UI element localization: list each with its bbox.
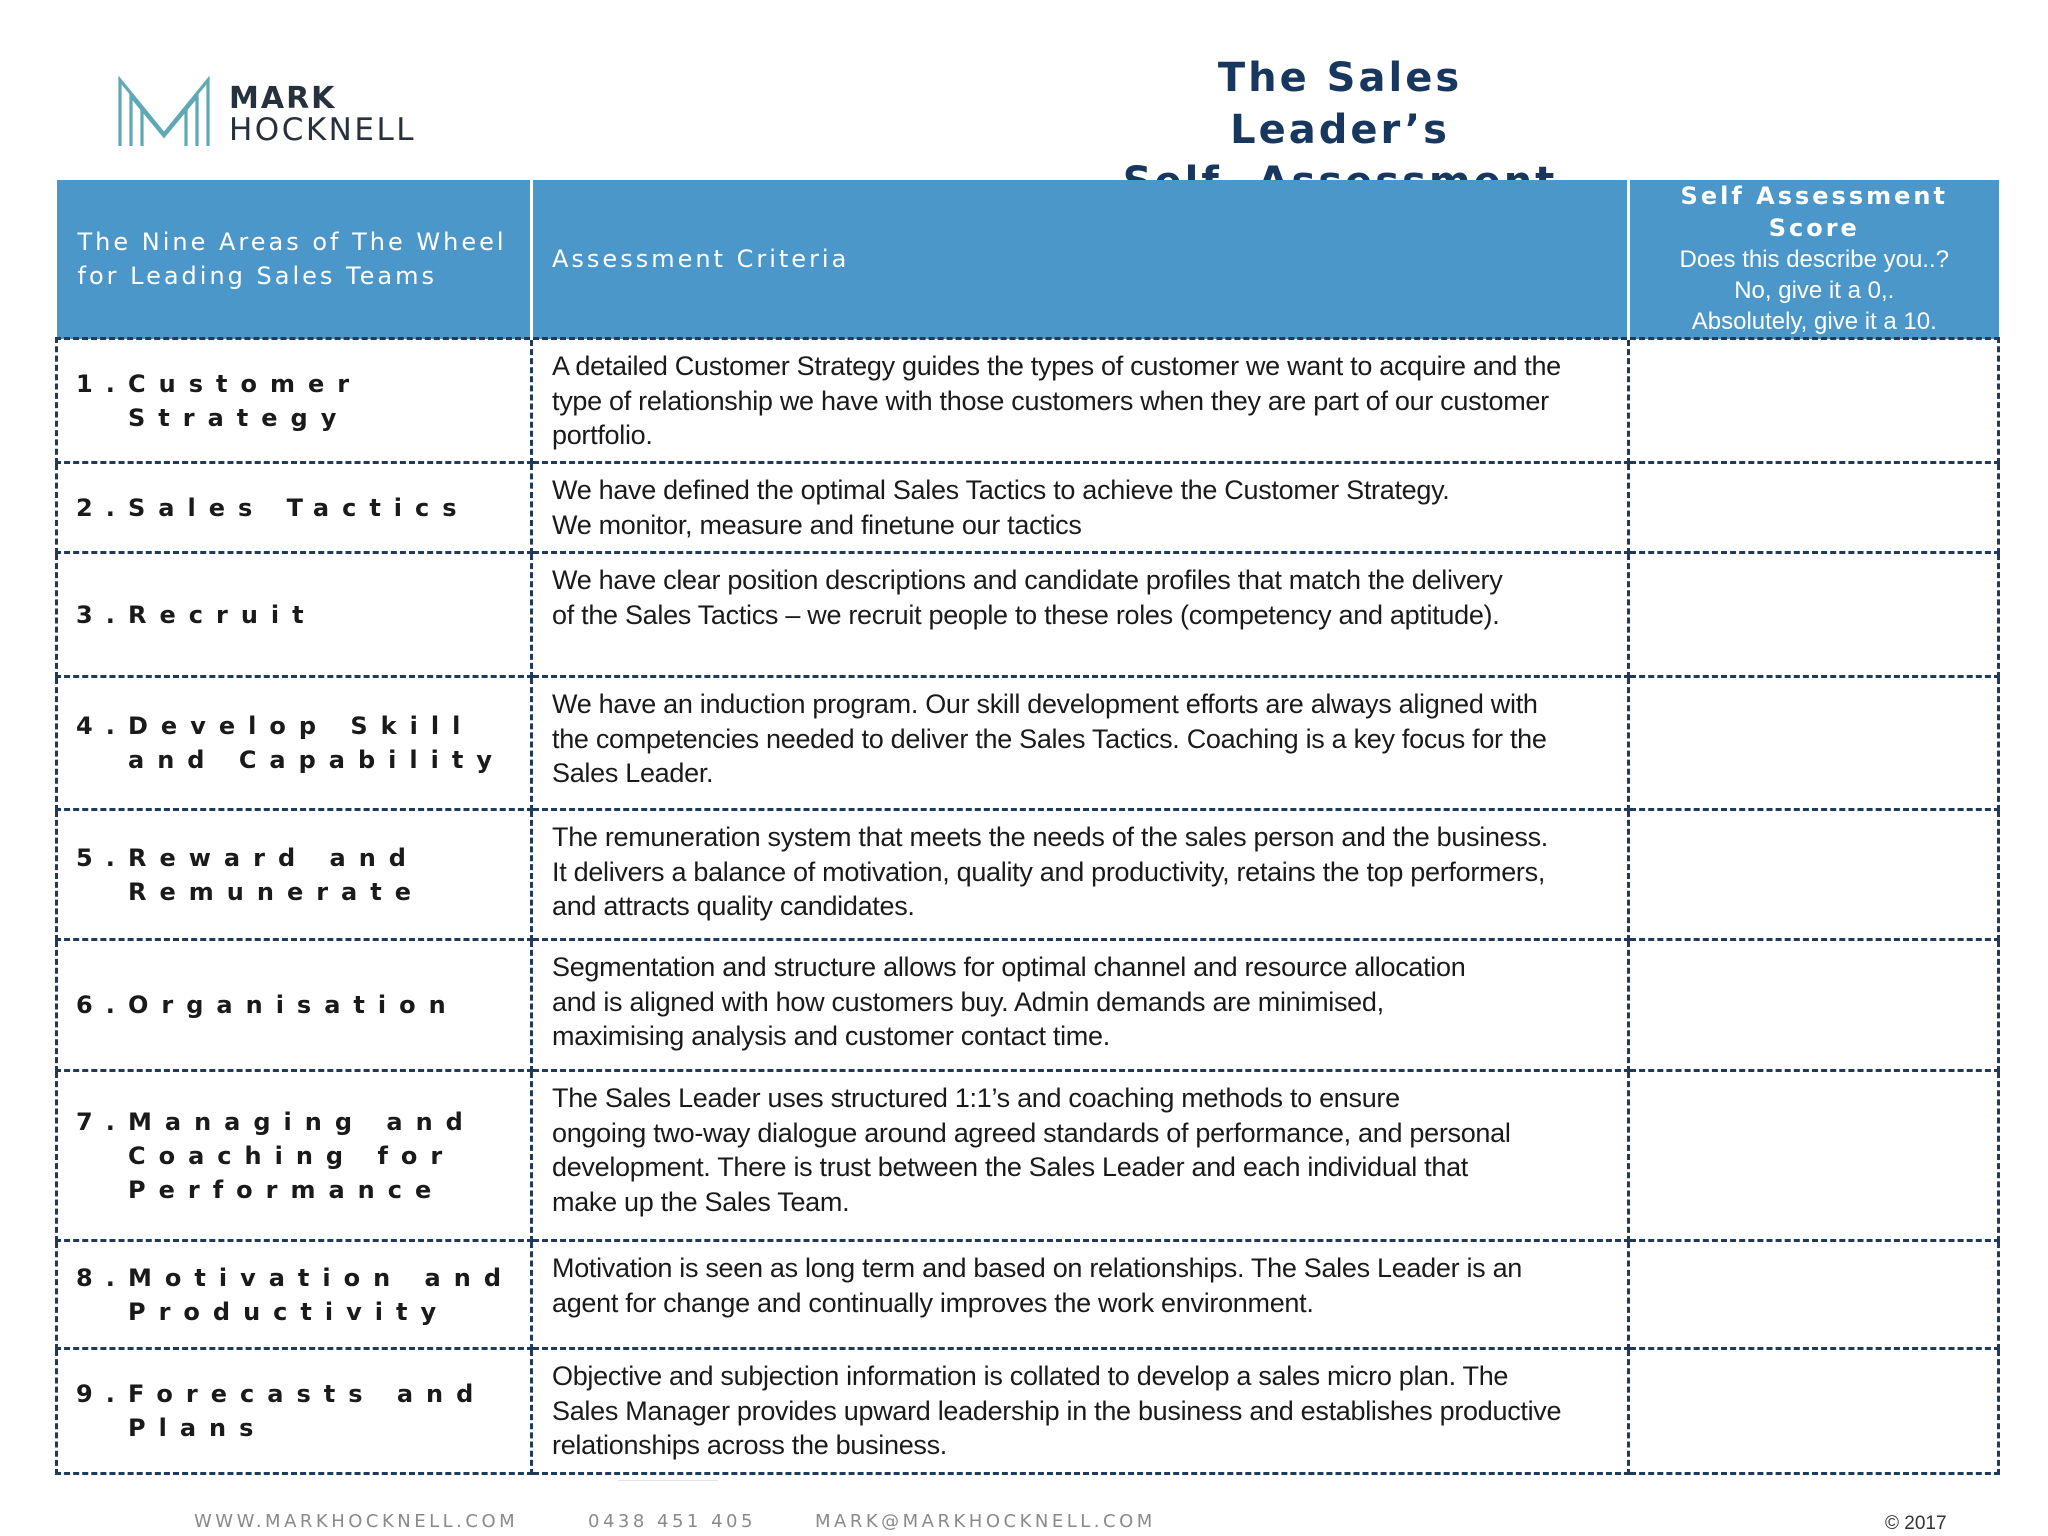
footer-divider [618, 1480, 718, 1481]
criteria-line: and attracts quality candidates. [552, 891, 915, 921]
area-cell [57, 1071, 532, 1241]
area-name [76, 709, 530, 777]
criteria-line: maximising analysis and customer contact time. [552, 1021, 1110, 1051]
assessment-table [55, 180, 2000, 1475]
header-nine-areas [57, 180, 532, 339]
criteria-text [552, 1359, 1605, 1463]
score-cell[interactable] [1629, 940, 1999, 1071]
area-label [128, 1105, 530, 1207]
criteria-line: of the Sales Tactics – we recruit people to these roles (competency and aptitude). [552, 599, 1500, 630]
table-header-row [57, 180, 1999, 339]
area-label-line: Develop Skill [128, 712, 474, 740]
title-line-1: The Sales Leader’s [1217, 55, 1463, 153]
area-label-line: Plans [128, 1414, 267, 1442]
score-cell[interactable] [1629, 677, 1999, 810]
criteria-text [552, 349, 1605, 453]
area-label-line: and Capability [128, 746, 505, 774]
criteria-line: Motivation is seen as long term and based on relationships. The Sales Leader is an [552, 1253, 1522, 1283]
area-label-line: Customer [128, 369, 363, 398]
area-label [128, 841, 530, 909]
area-cell [57, 1241, 532, 1349]
area-number: 3. [76, 600, 128, 629]
area-name [76, 367, 530, 435]
criteria-text [552, 687, 1605, 791]
area-label-line: Sales Tactics [128, 493, 470, 522]
header-score-title: Self Assessment Score [1680, 182, 1948, 242]
area-label-line: Organisation [128, 991, 459, 1019]
criteria-line: The remuneration system that meets the needs of the sales person and the business. [552, 822, 1548, 852]
criteria-line: It delivers a balance of motivation, quality and productivity, retains the top performers, [552, 856, 1546, 887]
area-label-line: Performance [128, 1175, 445, 1204]
criteria-line: portfolio. [552, 420, 653, 450]
header-areas-line-1: The Nine Areas of The Wheel [77, 227, 507, 256]
criteria-text [552, 820, 1605, 924]
area-number: 8. [76, 1263, 128, 1292]
area-label [128, 709, 530, 777]
table-row [57, 677, 1999, 810]
criteria-line: relationships across the business. [552, 1430, 948, 1460]
score-cell[interactable] [1629, 810, 1999, 940]
header-score-max: Absolutely, give it a 10. [1691, 308, 1937, 335]
area-number: 9. [76, 1380, 128, 1408]
table-row [57, 1349, 1999, 1474]
area-label [128, 1261, 530, 1329]
area-name [76, 1377, 530, 1445]
score-cell[interactable] [1629, 1071, 1999, 1241]
logo-last-name: HOCKNELL [229, 112, 417, 148]
header-areas-line-2: for Leading Sales Teams [77, 261, 437, 290]
criteria-line: and is aligned with how customers buy. Admin demands are minimised, [552, 986, 1384, 1017]
criteria-line: development. There is trust between the Sales Leader and each individual that [552, 1152, 1469, 1182]
table-row [57, 810, 1999, 940]
table-row [57, 940, 1999, 1071]
criteria-line: type of relationship we have with those customers when they are part of our customer [552, 385, 1549, 416]
criteria-line: We have an induction program. Our skill development efforts are always aligned with [552, 689, 1538, 719]
criteria-line: We have defined the optimal Sales Tactics to achieve the Customer Strategy. [552, 475, 1450, 505]
area-name [76, 1105, 530, 1207]
header-assessment-criteria: Assessment Criteria [532, 180, 1629, 339]
score-cell[interactable] [1629, 339, 1999, 463]
criteria-line: ongoing two-way dialogue around agreed standards of performance, and personal [552, 1117, 1511, 1148]
area-name [76, 841, 530, 909]
criteria-line: agent for change and continually improves the work environment. [552, 1287, 1314, 1318]
area-cell [57, 1349, 532, 1474]
area-label-line: Reward and [128, 843, 419, 872]
criteria-line: make up the Sales Team. [552, 1186, 850, 1217]
logo-first-name: MARK [229, 81, 337, 116]
footer-email[interactable]: MARK@MARKHOCKNELL.COM [815, 1511, 1156, 1532]
area-number: 5. [76, 843, 128, 872]
area-label-line: Managing and [128, 1107, 476, 1136]
header-score-question: Does this describe you..? [1679, 246, 1949, 273]
area-number: 2. [76, 493, 128, 522]
score-cell[interactable] [1629, 553, 1999, 677]
table-row [57, 463, 1999, 553]
area-cell [57, 677, 532, 810]
criteria-line: Objective and subjection information is collated to develop a sales micro plan. The [552, 1361, 1509, 1391]
score-cell[interactable] [1629, 1241, 1999, 1349]
criteria-line: Sales Leader. [552, 758, 714, 788]
area-cell [57, 339, 532, 463]
criteria-line: the competencies needed to deliver the Sales Tactics. Coaching is a key focus for the [552, 723, 1547, 754]
logo-wordmark [229, 81, 417, 148]
copyright-notice: © 2017 [1885, 1513, 1947, 1534]
m-monogram-icon [116, 76, 212, 148]
area-label-line: Productivity [128, 1297, 450, 1326]
criteria-cell [532, 677, 1629, 810]
table-row [57, 339, 1999, 463]
criteria-line: Segmentation and structure allows for optimal channel and resource allocation [552, 952, 1466, 982]
footer-phone: 0438 451 405 [588, 1511, 756, 1532]
table-body [57, 339, 1999, 1474]
area-label-line: Strategy [128, 403, 350, 432]
area-number: 4. [76, 712, 128, 740]
criteria-line: A detailed Customer Strategy guides the types of customer we want to acquire and the [552, 351, 1561, 381]
criteria-cell [532, 553, 1629, 677]
area-name [76, 988, 530, 1022]
area-label [128, 1377, 530, 1445]
company-logo [116, 76, 476, 156]
header-self-assessment-score [1629, 180, 1999, 339]
area-cell [57, 463, 532, 553]
criteria-cell [532, 1071, 1629, 1241]
area-label-line: Coaching for [128, 1141, 456, 1170]
criteria-cell [532, 1349, 1629, 1474]
criteria-cell [532, 339, 1629, 463]
area-number: 1. [76, 369, 128, 398]
table-row [57, 1071, 1999, 1241]
area-cell [57, 810, 532, 940]
footer-website[interactable]: WWW.MARKHOCKNELL.COM [194, 1511, 519, 1532]
criteria-line: The Sales Leader uses structured 1:1’s and coaching methods to ensure [552, 1083, 1400, 1113]
area-label [128, 367, 530, 435]
criteria-text [552, 1251, 1605, 1320]
area-name [76, 1261, 530, 1329]
area-label [128, 988, 530, 1022]
criteria-line: Sales Manager provides upward leadership in the business and establishes productive [552, 1395, 1562, 1426]
area-label-line: Remunerate [128, 877, 424, 906]
area-label-line: Motivation and [128, 1263, 514, 1292]
criteria-text [552, 563, 1605, 632]
criteria-cell [532, 1241, 1629, 1349]
table-row [57, 1241, 1999, 1349]
area-cell [57, 940, 532, 1071]
area-cell [57, 553, 532, 677]
area-number: 7. [76, 1107, 128, 1136]
area-label [128, 491, 530, 525]
criteria-cell [532, 810, 1629, 940]
area-name [76, 598, 530, 632]
table-row [57, 553, 1999, 677]
criteria-line: We monitor, measure and finetune our tactics [552, 509, 1082, 540]
area-name [76, 491, 530, 525]
area-label-line: Forecasts and [128, 1380, 487, 1408]
criteria-cell [532, 940, 1629, 1071]
header-score-min: No, give it a 0,. [1734, 277, 1895, 304]
area-number: 6. [76, 991, 128, 1019]
criteria-text [552, 1081, 1605, 1219]
area-label-line: Recruit [128, 600, 317, 629]
area-label [128, 598, 530, 632]
criteria-line: We have clear position descriptions and candidate profiles that match the delivery [552, 565, 1503, 595]
criteria-cell [532, 463, 1629, 553]
criteria-text [552, 473, 1605, 542]
score-cell[interactable] [1629, 463, 1999, 553]
score-cell[interactable] [1629, 1349, 1999, 1474]
criteria-text [552, 950, 1605, 1054]
